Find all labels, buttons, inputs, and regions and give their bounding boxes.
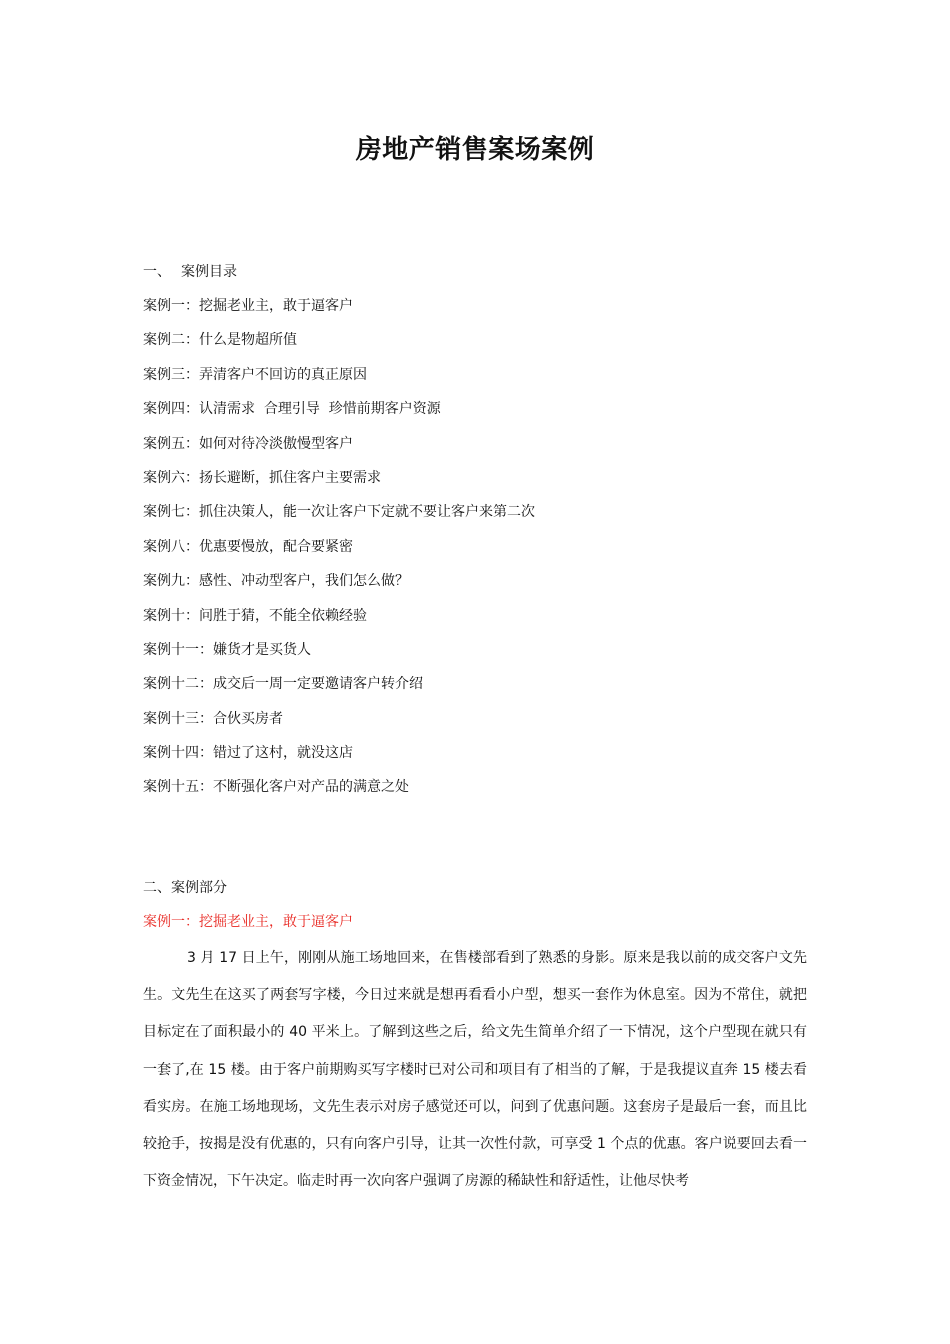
case-title: 案例一：挖掘老业主，敢于逼客户 — [143, 914, 353, 930]
toc-item: 案例十四：错过了这村，就没这店 — [143, 745, 353, 762]
toc-item: 案例四：认清需求 合理引导 珍惜前期客户资源 — [143, 401, 441, 418]
document-title: 房地产销售案场案例 — [355, 135, 595, 165]
toc-item: 案例七：抓住决策人，能一次让客户下定就不要让客户来第二次 — [143, 504, 535, 521]
toc-heading-label: 案例目录 — [181, 264, 237, 280]
toc-item: 案例九：感性、冲动型客户，我们怎么做？ — [143, 573, 409, 590]
toc-item: 案例八：优惠要慢放，配合要紧密 — [143, 538, 353, 555]
toc-item: 案例二：什么是物超所值 — [143, 332, 297, 349]
toc-heading — [143, 262, 237, 282]
toc-item: 案例五：如何对待冷淡傲慢型客户 — [143, 435, 353, 452]
toc-item: 案例三：弄清客户不回访的真正原因 — [143, 366, 367, 383]
toc-list — [143, 296, 823, 812]
case-paragraph: 3 月 17 日上午，刚刚从施工场地回来，在售楼部看到了熟悉的身影。原来是我以前的成交客户文先生。文先生在这买了两套写字楼，今日过来就是想再看看小户型，想买一套作为休息室。因为不常住，就把目标定在了面积最小的 40 平米上。了解到这些之后，给文先生简单介绍了一下情况，这个户型现在就只有一套了,在 15 楼。由于客户前期购买写字楼时已对公司和项目有了相当的了解，于是我提议直奔 15 楼去看看实房。在施工场地现场，文先生表示对房子感觉还可以，问到了优惠问题。这套房子是最后一套，而且比较抢手，按揭是没有优惠的，只有向客户引导，让其一次性付款，可享受 1 个点的优惠。客户说要回去看一下资金情况，下午决定。临走时再一次向客户强调了房源的稀缺性和舒适性，让他尽快考 — [143, 950, 807, 1190]
toc-item: 案例十五：不断强化客户对产品的满意之处 — [143, 779, 409, 796]
toc-heading-number: 一、 — [143, 264, 171, 280]
toc-item: 案例十：问胜于猜，不能全依赖经验 — [143, 607, 367, 624]
toc-item: 案例十一：嫌货才是买货人 — [143, 641, 311, 658]
toc-item: 案例一：挖掘老业主，敢于逼客户 — [143, 298, 353, 314]
toc-item: 案例十三：合伙买房者 — [143, 710, 283, 727]
toc-item: 案例六：扬长避断，抓住客户主要需求 — [143, 469, 381, 486]
cases-section-heading: 二、案例部分 — [143, 880, 227, 896]
toc-item: 案例十二：成交后一周一定要邀请客户转介绍 — [143, 676, 423, 693]
